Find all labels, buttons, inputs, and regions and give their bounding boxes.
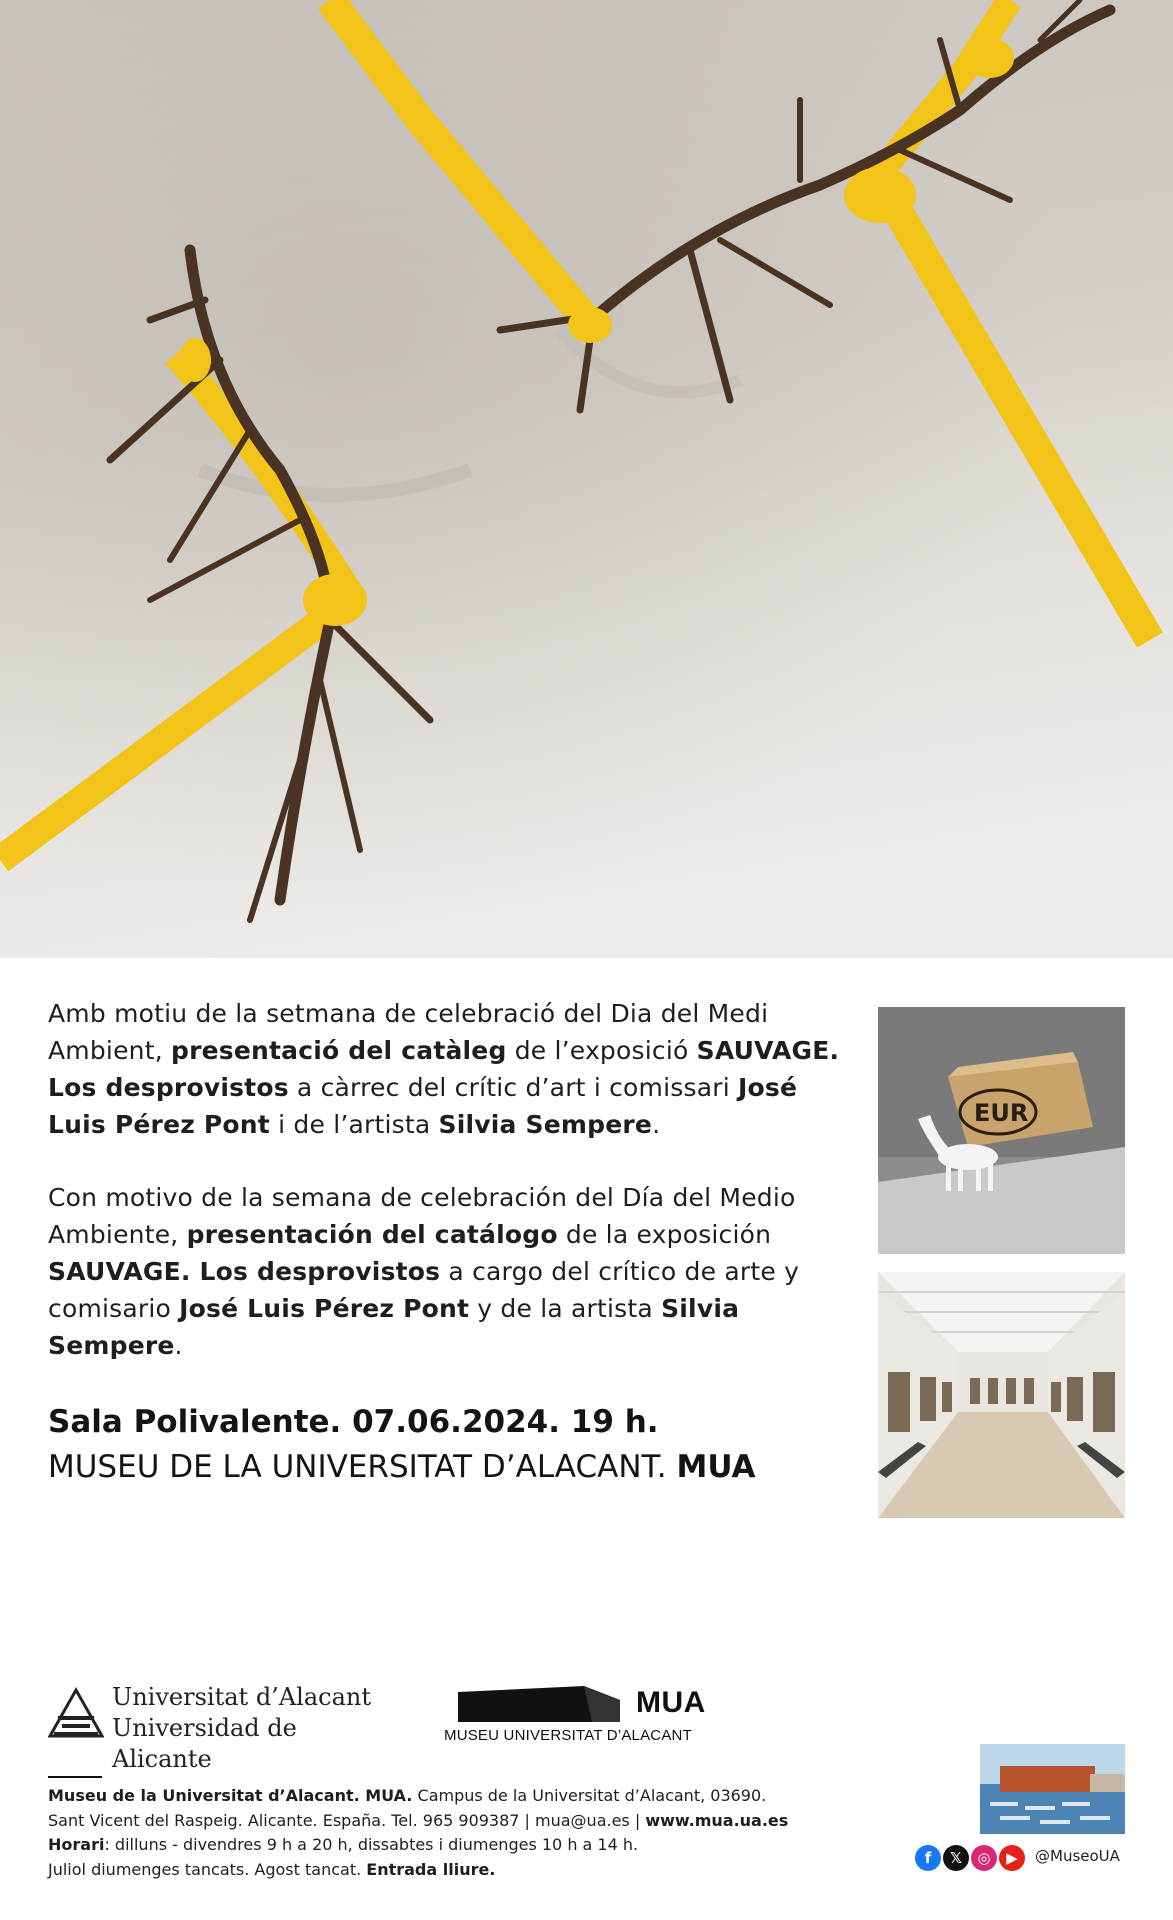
stamp-text: EUR xyxy=(974,1099,1029,1127)
text-run: . xyxy=(652,1110,661,1139)
exhibition-title: SAUVAGE. Los desprovistos xyxy=(48,1257,441,1286)
website-link[interactable]: www.mua.ua.es xyxy=(645,1810,789,1830)
ua-name-spanish: Universidad de Alicante xyxy=(112,1714,297,1773)
artist-name: Silvia Sempere xyxy=(48,1294,740,1360)
text-run: y de la artista xyxy=(469,1294,662,1323)
museum-full-name: Museu de la Universitat d’Alacant. MUA. xyxy=(48,1786,413,1805)
paragraph-catalan xyxy=(48,995,848,1143)
event-date: Sala Polivalente. 07.06.2024. 19 h. xyxy=(48,1404,659,1440)
youtube-icon[interactable]: ▶ xyxy=(999,1845,1025,1871)
closure-info: Juliol diumenges tancats. Agost tancat. xyxy=(48,1859,367,1879)
footer-divider xyxy=(48,1776,102,1778)
footer-line-hours xyxy=(48,1833,878,1858)
exhibition-title: SAUVAGE. Los desprovistos xyxy=(48,1036,840,1102)
text-run: a cargo del crítico de arte y comisario xyxy=(48,1257,800,1323)
hours-label: Horari xyxy=(48,1835,105,1854)
text-run: de l’exposició xyxy=(506,1036,697,1065)
footer-contact-info xyxy=(48,1784,878,1882)
contact-details: Sant Vicent del Raspeig. Alicante. España. Tel. 965 909387 | mua@ua.es | xyxy=(48,1810,646,1830)
bold-run: presentació del catàleg xyxy=(171,1036,507,1065)
footer-line-address xyxy=(48,1784,878,1809)
footer-line-contact xyxy=(48,1809,878,1834)
text-run: Amb motiu de la setmana de celebració del Dia del Medi Ambient, xyxy=(48,999,769,1065)
curator-name: José Luis Pérez Pont xyxy=(179,1294,470,1323)
social-media-links xyxy=(915,1845,1127,1873)
social-handle[interactable]: @MuseoUA xyxy=(1035,1847,1120,1865)
gallery-room-thumbnail xyxy=(878,1272,1125,1518)
x-icon[interactable]: 𝕏 xyxy=(943,1845,969,1871)
announcement-text xyxy=(48,995,848,1490)
text-run: a càrrec del crític d’art i comissari xyxy=(288,1073,738,1102)
ua-name-valencian: Universitat d’Alacant xyxy=(112,1683,371,1711)
text-run: . xyxy=(174,1331,183,1360)
free-entry: Entrada lliure. xyxy=(366,1859,496,1879)
event-date-line xyxy=(48,1400,848,1445)
ua-emblem-icon xyxy=(48,1686,104,1738)
mua-subtitle: MUSEU UNIVERSITAT D’ALACANT xyxy=(444,1727,692,1744)
museum-line xyxy=(48,1445,848,1490)
museum-building-photo xyxy=(980,1744,1125,1834)
museum-name: MUSEU DE LA UNIVERSITAT D’ALACANT. xyxy=(48,1449,677,1485)
mua-logo xyxy=(444,1678,714,1748)
text-run: Con motivo de la semana de celebración del Día del Medio Ambiente, xyxy=(48,1183,796,1249)
campus-address: Campus de la Universitat d’Alacant, 03690. xyxy=(412,1786,767,1805)
facebook-icon[interactable]: f xyxy=(915,1845,941,1871)
artwork-thumbnail-horse xyxy=(878,1007,1125,1254)
artist-name: Silvia Sempere xyxy=(438,1110,653,1139)
mua-wordmark: MUA xyxy=(636,1686,706,1719)
paragraph-spanish xyxy=(48,1179,848,1364)
instagram-icon[interactable]: ◎ xyxy=(971,1845,997,1871)
hero-artwork-image xyxy=(0,0,1173,958)
museum-abbr: MUA xyxy=(676,1449,756,1485)
curator-name: José Luis Pérez Pont xyxy=(48,1073,798,1139)
footer-line-closures xyxy=(48,1858,878,1883)
bold-run: presentación del catálogo xyxy=(186,1220,558,1249)
text-run: i de l’artista xyxy=(269,1110,439,1139)
museum-building-icon xyxy=(444,1678,634,1724)
opening-hours: : dilluns - divendres 9 h a 20 h, dissabtes i diumenges 10 h a 14 h. xyxy=(104,1835,639,1854)
universitat-alacant-logo xyxy=(48,1682,378,1773)
text-run: de la exposición xyxy=(557,1220,772,1249)
